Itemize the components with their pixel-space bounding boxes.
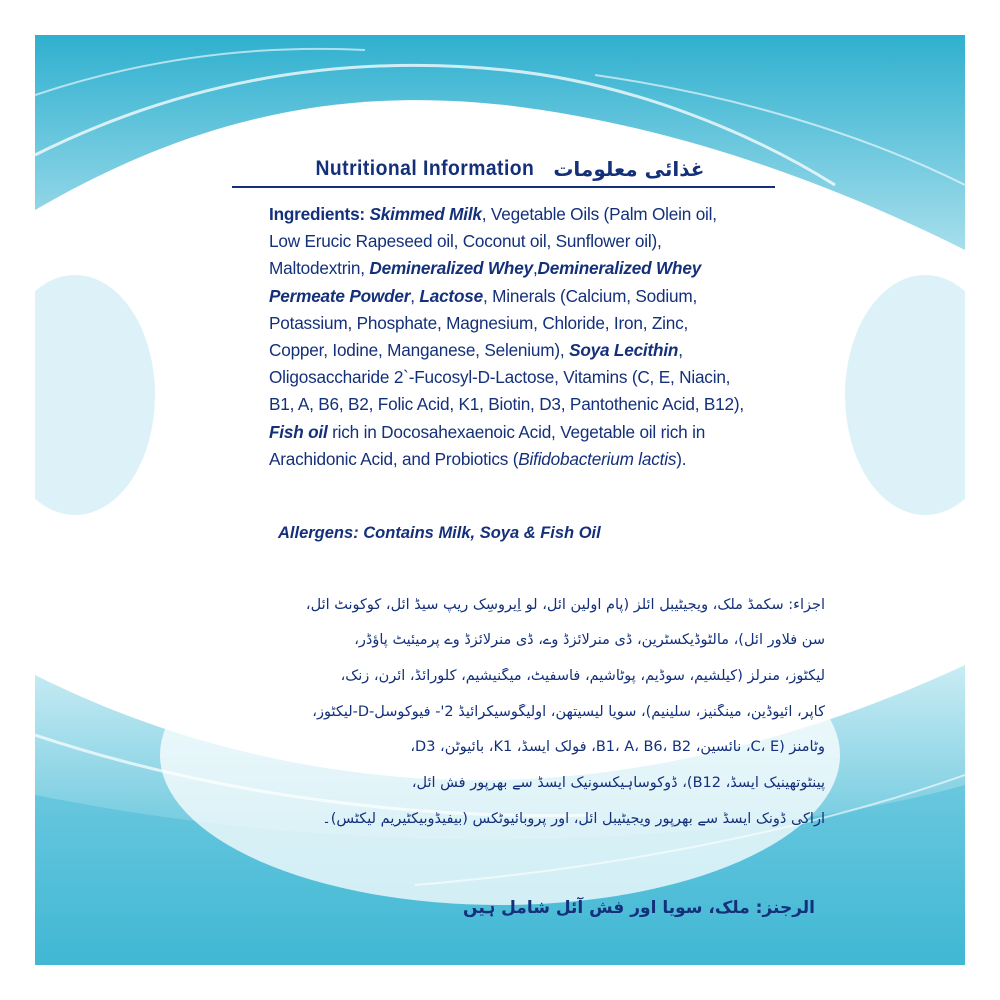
ingredients-text: , [410, 285, 420, 306]
ingredients-text: , [532, 258, 538, 279]
urdu-line: اجزاء: سکمڈ ملک، ویجیٹیبل آئلز (پام اولین آئل، لو اِیروسِک ریپ سیڈ آئل، کوکونٹ آئل، [305, 597, 825, 613]
ingredient-fish-oil: Fish oil [269, 421, 328, 442]
label-content [35, 35, 965, 965]
urdu-line: سن فلاور آئل)، مالٹوڈیکسٹرین، ڈی منرلائزڈ وے، ڈی منرلائزڈ وے پرمیئیٹ پاؤڈر، [354, 632, 825, 648]
ingredients-text: , Oligosaccharide 2`-Fucosyl-D-Lactose, Vitamins (C, E, Niacin, B1, A, B6, B2, Folic Acid, K1, Biotin, D3, Pantothenic Acid, B12), [269, 340, 744, 415]
ingredients-text: , Vegetable Oils (Palm Olein oil, Low Erucic Rapeseed oil, Coconut oil, Sunflower oil), Maltodextrin, [269, 204, 717, 279]
ingredient-whey-permeate: Demineralized Whey Permeate Powder [269, 258, 702, 306]
ingredient-demineralized-whey: Demineralized Whey [369, 258, 533, 279]
allergens-english: Allergens: Contains Milk, Soya & Fish Oil [278, 524, 601, 542]
urdu-line: کاپر، آئیوڈین، مینگنیز، سلینیم)، سویا لیسیتھن، اولیگوسیکرائیڈ 2'- فیوکوسل-D-لیکٹوز، [312, 704, 825, 720]
label-panel [35, 35, 965, 965]
ingredients-label: Ingredients: [269, 204, 365, 224]
ingredients-text: ). [676, 448, 687, 469]
allergens-urdu: الرجنز: ملک، سویا اور فش آئل شامل ہیں [463, 898, 815, 918]
ingredients-paragraph [269, 201, 747, 473]
title-english: Nutritional Information [315, 157, 534, 180]
ingredients-text: rich in Docosahexaenoic Acid, Vegetable oil rich in Arachidonic Acid, and Probiotics ( [269, 421, 706, 469]
title-divider [232, 186, 775, 188]
urdu-line: وٹامنز (C، E، نائسین، B1، A، B6، B2، فولک ایسڈ، K1، بائیوٹن، D3، [410, 739, 825, 755]
ingredient-probiotic-strain: Bifidobacterium lactis [518, 448, 677, 469]
ingredients-text: , Minerals (Calcium, Sodium, Potassium, Phosphate, Magnesium, Chloride, Iron, Zinc, Copper, Iodine, Manganese, Selenium), [269, 285, 698, 361]
ingredient-lactose: Lactose [419, 285, 483, 306]
urdu-line: پینٹوتھینیک ایسڈ، B12)، ڈوکوساہیکسونیک ایسڈ سے بھرپور فش آئل، [411, 775, 825, 791]
urdu-line: لیکٹوز، منرلز (کیلشیم، سوڈیم، پوٹاشیم، فاسفیٹ، میگنیشیم، کلورائڈ، آئرن، زنک، [340, 668, 825, 684]
ingredient-skimmed-milk: Skimmed Milk [369, 204, 482, 224]
title-urdu: غذائی معلومات [553, 157, 705, 181]
ingredient-soya-lecithin: Soya Lecithin [569, 340, 679, 361]
urdu-line: اراکی ڈونک ایسڈ سے بھرپور ویجیٹیبل آئل، اور پروبائیوٹکس (بیفیڈوبیکٹیریم لیکٹس)۔ [322, 811, 825, 827]
title-row [235, 153, 775, 185]
